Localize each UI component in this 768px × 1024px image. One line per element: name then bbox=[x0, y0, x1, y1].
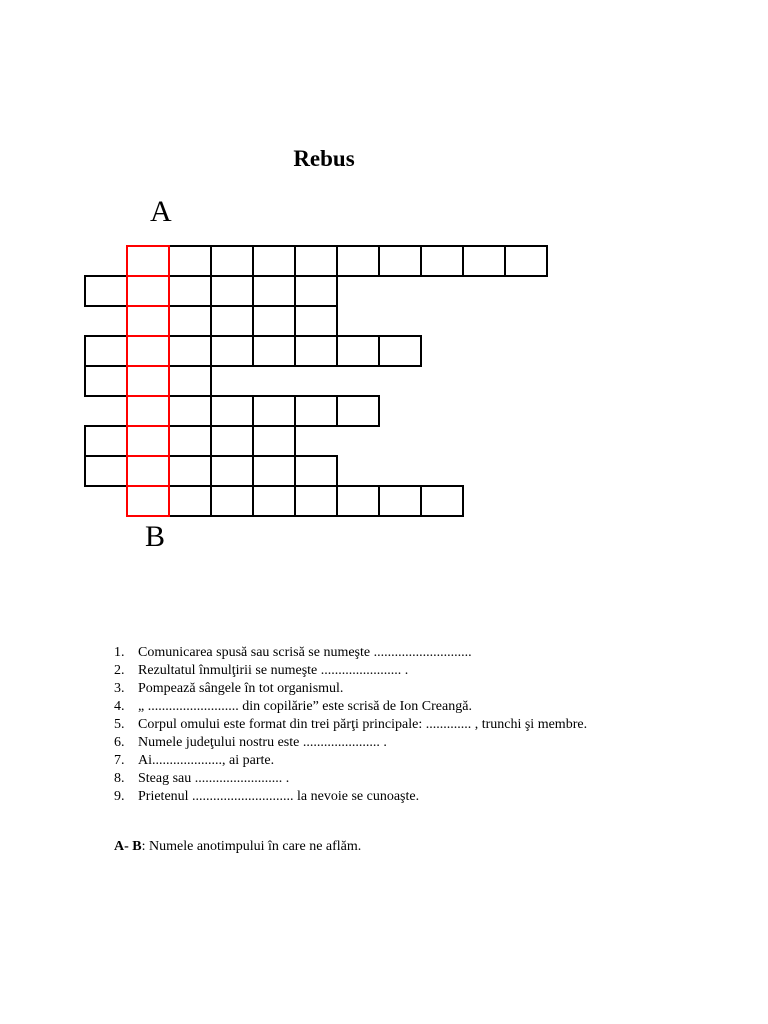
final-clue-label: A- B bbox=[114, 839, 142, 854]
grid-cell bbox=[127, 276, 169, 306]
grid-cell bbox=[253, 276, 295, 306]
clue-item: 5. Corpul omului este format din trei părţi principale: ............. , trunchi şi membre. bbox=[114, 717, 588, 732]
grid-cell bbox=[253, 336, 295, 366]
grid-cell bbox=[253, 486, 295, 516]
grid-cell bbox=[253, 426, 295, 456]
clue-item: 4. „ .......................... din copilărie” este scrisă de Ion Creangă. bbox=[114, 699, 472, 714]
clue-item: 9. Prietenul ............................. la nevoie se cunoaşte. bbox=[114, 789, 420, 804]
clue-list bbox=[114, 644, 587, 806]
grid-cell bbox=[295, 336, 337, 366]
grid-cell bbox=[211, 336, 253, 366]
grid-cell bbox=[169, 426, 211, 456]
grid-cell bbox=[85, 276, 127, 306]
grid-cell bbox=[127, 396, 169, 426]
highlight-cell bbox=[127, 456, 169, 486]
grid-cell bbox=[85, 336, 127, 366]
grid-cell bbox=[85, 456, 127, 486]
grid-cell bbox=[295, 396, 337, 426]
grid-cell bbox=[505, 246, 547, 276]
grid-cell bbox=[295, 306, 337, 336]
grid-cell bbox=[127, 366, 169, 396]
final-clue bbox=[114, 839, 361, 855]
clue-item: 2. Rezultatul înmulţirii se numeşte ....................... . bbox=[114, 663, 409, 678]
grid-cell bbox=[295, 276, 337, 306]
page-title: Rebus bbox=[293, 146, 355, 171]
grid-cell bbox=[169, 366, 211, 396]
highlight-cell bbox=[127, 366, 169, 396]
grid-cell bbox=[337, 336, 379, 366]
grid-cell bbox=[463, 246, 505, 276]
grid-cell bbox=[253, 306, 295, 336]
grid-cell bbox=[169, 276, 211, 306]
grid-cell bbox=[211, 486, 253, 516]
grid-cell bbox=[85, 366, 127, 396]
grid-cell bbox=[337, 246, 379, 276]
grid-cell bbox=[253, 246, 295, 276]
highlight-cell bbox=[127, 336, 169, 366]
grid-cell bbox=[127, 456, 169, 486]
highlight-cell bbox=[127, 396, 169, 426]
grid-cell bbox=[211, 246, 253, 276]
grid-cell bbox=[127, 426, 169, 456]
grid-cell bbox=[127, 246, 169, 276]
clue-item: 6. Numele judeţului nostru este ...................... . bbox=[114, 735, 387, 750]
grid-cell bbox=[211, 306, 253, 336]
final-clue-text: : Numele anotimpului în care ne aflăm. bbox=[141, 839, 362, 854]
grid-cell bbox=[337, 396, 379, 426]
clue-item: 1. Comunicarea spusă sau scrisă se numeşte ............................ bbox=[114, 645, 472, 660]
grid-cell bbox=[169, 396, 211, 426]
grid-cell bbox=[127, 336, 169, 366]
highlight-cell bbox=[127, 306, 169, 336]
column-label-a: A bbox=[150, 195, 172, 228]
grid-cell bbox=[85, 426, 127, 456]
grid-cell bbox=[337, 486, 379, 516]
grid-cell bbox=[421, 246, 463, 276]
grid-cell bbox=[169, 306, 211, 336]
clue-item: 7. Ai...................., ai parte. bbox=[114, 753, 275, 768]
grid-cell bbox=[295, 246, 337, 276]
grid-cell bbox=[169, 456, 211, 486]
grid-cell bbox=[169, 246, 211, 276]
grid-cell bbox=[169, 336, 211, 366]
column-label-b: B bbox=[145, 520, 166, 553]
grid-cell bbox=[211, 396, 253, 426]
grid-cell bbox=[253, 456, 295, 486]
grid-cell bbox=[379, 486, 421, 516]
highlight-cell bbox=[127, 246, 169, 276]
grid-cell bbox=[127, 306, 169, 336]
grid-cell bbox=[169, 486, 211, 516]
grid-cell bbox=[253, 396, 295, 426]
highlight-cell bbox=[127, 276, 169, 306]
grid-cell bbox=[379, 336, 421, 366]
grid-cell bbox=[379, 246, 421, 276]
highlight-cell bbox=[127, 486, 169, 516]
grid-cell bbox=[127, 486, 169, 516]
grid-cell bbox=[211, 426, 253, 456]
grid-cell bbox=[295, 486, 337, 516]
clue-item: 8. Steag sau ......................... . bbox=[114, 771, 290, 786]
grid-cell bbox=[211, 276, 253, 306]
grid-cell bbox=[211, 456, 253, 486]
highlight-cell bbox=[127, 426, 169, 456]
grid-cell bbox=[421, 486, 463, 516]
grid-cell bbox=[295, 456, 337, 486]
clue-item: 3. Pompează sângele în tot organismul. bbox=[114, 681, 344, 696]
